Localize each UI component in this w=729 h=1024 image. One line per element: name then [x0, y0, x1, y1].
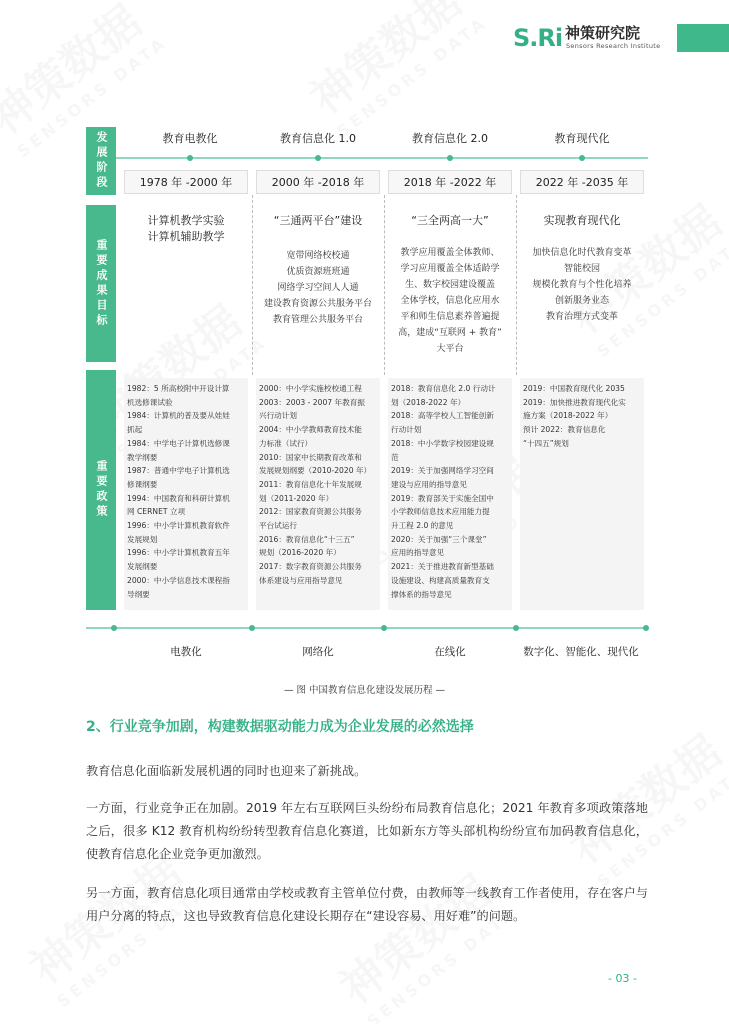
timeline-dot [315, 155, 321, 161]
stage-name: 教育信息化 1.0 [280, 132, 356, 145]
timeline-dot [447, 155, 453, 161]
side-label-achievement: 重要成果目标 [86, 205, 116, 362]
timeline-dot [381, 625, 387, 631]
achievement-list: 宽带网络校校通 优质资源班班通 网络学习空间人人通 建设教育资源公共服务平台 教育管理公共服务平台 [263, 251, 372, 325]
section-heading: 2、行业竞争加剧，构建数据驱动能力成为企业发展的必然选择 [86, 719, 474, 735]
watermark [324, 852, 521, 1024]
timeline-dot [111, 625, 117, 631]
side-label-stage: 发展阶段 [86, 127, 116, 195]
achievement-title: 计算机教学实验 计算机辅助教学 [147, 214, 225, 243]
column-separator [516, 195, 517, 375]
stage-name: 教育现代化 [554, 132, 610, 145]
mode-label: 网络化 [302, 646, 334, 658]
stage-years: 2022 年 -2035 年 [520, 170, 644, 194]
column-separator [252, 195, 253, 375]
stage-years: 1978 年 -2000 年 [124, 170, 248, 194]
mode-label: 在线化 [434, 646, 466, 658]
page-number: - 03 - [608, 972, 637, 985]
side-label-policy: 重要政策 [86, 370, 116, 610]
stage-timeline [116, 157, 648, 159]
achievement-title: “三全两高一大” [411, 214, 489, 227]
achievement-title: “三通两平台”建设 [273, 214, 363, 227]
logo-subtitle: Sensors Research Institute [566, 42, 661, 50]
achievement-title: 实现教育现代化 [543, 214, 621, 227]
page-header [0, 0, 729, 60]
mode-label: 数字化、智能化、现代化 [523, 646, 639, 658]
policy-list: 1982：5 所高校附中开设计算 机选修课试验 1984：计算机的普及要从娃娃 抓起 1984：中学电子计算机选修课 教学纲要 1987：普通中学电子计算机选 修课纲要 1994：中国教育和科研计算机 网 CERNET 立项 1996：中小学计算机教育软件 发展规划 1996：中小学计算机教育五年 发展纲要 2000：中小学信息技术课程指 导纲要 [124, 378, 248, 610]
stage-years: 2018 年 -2022 年 [388, 170, 512, 194]
policy-list: 2019：中国教育现代化 2035 2019：加快推进教育现代化实 施方案（2018-2022 年） 预计 2022：教育信息化 “十四五”规划 [520, 378, 644, 610]
stage-name: 教育信息化 2.0 [412, 132, 488, 145]
achievement-list: 加快信息化时代教育变革 智能校园 规模化教育与个性化培养 创新服务业态 教育治理方式变革 [532, 248, 632, 322]
policy-list: 2000：中小学实施校校通工程 2003：2003 - 2007 年教育振 兴行动计划 2004：中小学教师教育技术能 力标准（试行） 2010：国家中长期教育改革和 发展规划纲要（2010-2020 年） 2011：教育信息化十年发展规 划（2011-2020 年） 2012：国家教育资源公共服务 平台试运行 2016：教育信息化“十三五” 规划（2016-2020 年） 2017：数字教育资源公共服务 体系建设与应用指导意见 [256, 378, 380, 610]
stage-years: 2000 年 -2018 年 [256, 170, 380, 194]
mode-timeline [86, 627, 648, 629]
column-separator [384, 195, 385, 375]
stage-name: 教育电教化 [162, 132, 218, 145]
corner-accent [677, 24, 729, 52]
achievement-list: 教学应用覆盖全体教师、 学习应用覆盖全体适龄学 生、数字校园建设覆盖 全体学校，信息化应用水 平和师生信息素养普遍提 高，建成“互联网 + 教育” 大平台 [398, 248, 502, 354]
paragraph: 教育信息化面临新发展机遇的同时也迎来了新挑战。 [86, 764, 367, 778]
timeline-dot [187, 155, 193, 161]
timeline-dot [579, 155, 585, 161]
policy-list: 2018：教育信息化 2.0 行动计 划（2018-2022 年） 2018：高等学校人工智能创新 行动计划 2018：中小学数字校园建设规 范 2019：关于加强网络学习空间 建设与应用的指导意见 2019：教育部关于实施全国中 小学教师信息技术应用能力提 升工程 2.0 的意见 2020：关于加强“三个课堂” 应用的指导意见 2021：关于推进教育新型基础 设施建设、构建高质量教育支 撑体系的指导意见 [388, 378, 512, 610]
paragraph: 一方面，行业竞争正在加剧。2019 年左右互联网巨头纷纷布局教育信息化；2021 年教育多项政策落地之后，很多 K12 教育机构纷纷转型教育信息化赛道，比如新东方等头部机构纷纷宣布加码教育信息化，使教育信息化企业竞争更加激烈。 [86, 801, 648, 861]
logo-mark: S.Ri [513, 24, 563, 52]
timeline-dot [513, 625, 519, 631]
mode-label: 电教化 [170, 646, 202, 658]
timeline-dot [249, 625, 255, 631]
figure-caption: — 图 中国教育信息化建设发展历程 — [283, 685, 446, 696]
paragraph: 另一方面，教育信息化项目通常由学校或教育主管单位付费，由教师等一线教育工作者使用，存在客户与用户分离的特点，这也导致教育信息化建设长期存在“建设容易、用好难”的问题。 [86, 886, 648, 923]
logo-title: 神策研究院 [565, 24, 641, 42]
timeline-dot [643, 625, 649, 631]
